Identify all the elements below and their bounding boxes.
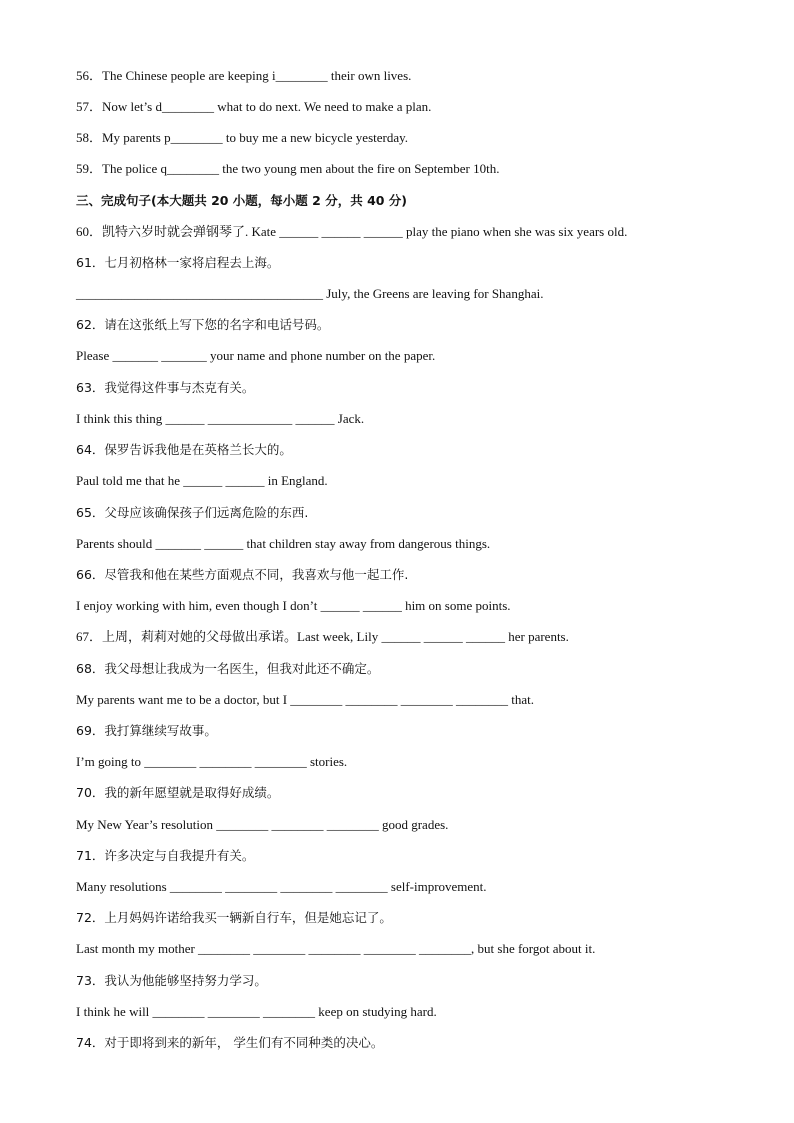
question-68-chinese: 68．我父母想让我成为一名医生，但我对此还不确定。 [76,661,380,676]
question-70-english: My New Year’s resolution ________ ________ ________ good grades. [76,817,449,832]
question-71-english: Many resolutions ________ ________ ________ ________ self-improvement. [76,879,487,894]
question-62-chinese: 62．请在这张纸上写下您的名字和电话号码。 [76,317,330,332]
question-71-chinese: 71．许多决定与自我提升有关。 [76,848,255,863]
question-70-chinese: 70．我的新年愿望就是取得好成绩。 [76,785,280,800]
question-72-english: Last month my mother ________ ________ ________ ________ ________, but she forgot about it. [76,941,596,956]
question-63-chinese: 63．我觉得这件事与杰克有关。 [76,380,255,395]
question-63-english: I think this thing ______ _____________ ______ Jack. [76,411,365,426]
question-72-chinese: 72．上月妈妈许诺给我买一辆新自行车，但是她忘记了。 [76,910,392,925]
question-57: 57．Now let’s d________ what to do next. We need to make a plan. [76,99,432,114]
question-58: 58．My parents p________ to buy me a new bicycle yesterday. [76,130,409,145]
question-66-chinese: 66．尽管我和他在某些方面观点不同，我喜欢与他一起工作. [76,567,409,582]
question-56: 56．The Chinese people are keeping i________ their own lives. [76,68,412,83]
question-64-chinese: 64．保罗告诉我他是在英格兰长大的。 [76,442,292,457]
question-74-chinese: 74．对于即将到来的新年， 学生们有不同种类的决心。 [76,1035,384,1050]
question-66-english: I enjoy working with him, even though I don’t ______ ______ him on some points. [76,598,511,613]
question-64-english: Paul told me that he ______ ______ in England. [76,473,328,488]
question-62-english: Please _______ _______ your name and phone number on the paper. [76,348,436,363]
question-68-english: My parents want me to be a doctor, but I ________ ________ ________ ________ that. [76,692,535,707]
question-59: 59．The police q________ the two young men about the fire on September 10th. [76,161,500,176]
question-60: 60．凯特六岁时就会弹钢琴了. Kate ______ ______ ______ play the piano when she was six years old. [76,224,628,239]
question-69-english: I’m going to ________ ________ ________ stories. [76,754,348,769]
question-65-chinese: 65．父母应该确保孩子们远离危险的东西. [76,505,309,520]
question-61-english: ______________________________________ July, the Greens are leaving for Shanghai. [76,286,544,301]
question-73-english: I think he will ________ ________ ________ keep on studying hard. [76,1004,437,1019]
section-heading: 三、完成句子(本大题共 20 小题，每小题 2 分，共 40 分) [76,193,408,208]
question-67: 67．上周，莉莉对她的父母做出承诺。Last week, Lily ______ ______ ______ her parents. [76,629,569,644]
question-65-english: Parents should _______ ______ that children stay away from dangerous things. [76,536,491,551]
question-73-chinese: 73．我认为他能够坚持努力学习。 [76,973,267,988]
question-69-chinese: 69．我打算继续写故事。 [76,723,217,738]
question-61-chinese: 61．七月初格林一家将启程去上海。 [76,255,280,270]
